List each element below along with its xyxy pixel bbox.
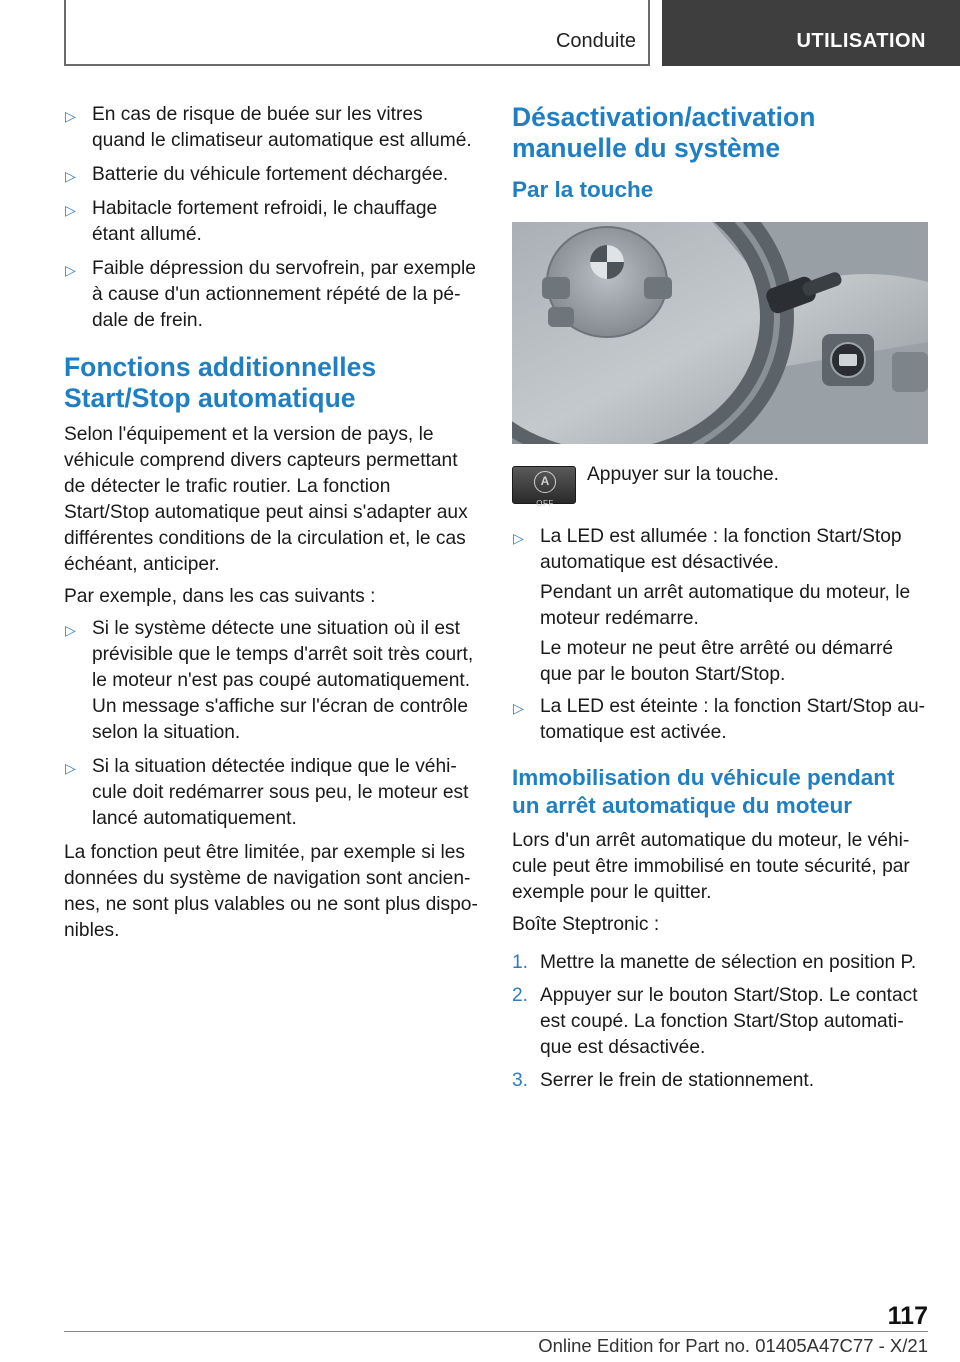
footer-edition: Online Edition for Part no. 01405A47C77 - X/21 bbox=[538, 1335, 928, 1356]
list-item: 2. Appuyer sur le bouton Start/Stop. Le contact est coupé. La fonction Start/Stop automatique est désactivée. bbox=[512, 985, 918, 1058]
section-heading-immobilisation: Immobilisation du véhicule pendant un arrêt automatique du moteur bbox=[512, 765, 895, 818]
paragraph-steptronic: Boîte Steptronic : bbox=[512, 914, 660, 935]
footer-divider bbox=[64, 1331, 928, 1332]
paragraph-intro: Selon l'équipement et la version de pays, le véhicule comprend divers capteurs permettant de détecter le trafic routier. La fonction Start/Stop automatique peut ainsi s'adapter aux différentes conditions de la circulation et, le cas échéant, anticiper. bbox=[64, 424, 468, 575]
list-item: ▷ Faible dépression du servofrein, par exemple à cause d'un actionnement répété de la pédale de frein. bbox=[65, 258, 476, 331]
list-item: ▷ Habitacle fortement refroidi, le chauffage étant allumé. bbox=[65, 198, 438, 245]
list-item: 3. Serrer le frein de stationnement. bbox=[512, 1070, 815, 1091]
led-status-list bbox=[512, 524, 928, 746]
header-chapter-label: UTILISATION bbox=[796, 30, 926, 52]
right-column bbox=[512, 102, 928, 1101]
triangle-bullet-icon: ▷ bbox=[65, 168, 76, 184]
list-item: ▷ Si le système détecte une situation où il est prévisible que le temps d'arrêt soit très court, le moteur n'est pas coupé automatiquement. Un message s'affiche sur l'écran de contrôle selon la situation. bbox=[65, 618, 474, 743]
triangle-bullet-icon: ▷ bbox=[513, 700, 524, 716]
triangle-bullet-icon: ▷ bbox=[65, 262, 76, 278]
triangle-bullet-icon: ▷ bbox=[65, 622, 76, 638]
triangle-bullet-icon: ▷ bbox=[65, 108, 76, 124]
left-column bbox=[64, 102, 479, 950]
page-number: 117 bbox=[887, 1302, 928, 1330]
list-item: ▷ En cas de risque de buée sur les vitres quand le climatiseur automatique est allumé. bbox=[65, 104, 472, 151]
cases-list bbox=[64, 616, 479, 832]
header-chapter-tab bbox=[662, 0, 960, 66]
triangle-bullet-icon: ▷ bbox=[65, 760, 76, 776]
paragraph-example: Par exemple, dans les cas suivants : bbox=[64, 586, 376, 607]
steps-list bbox=[512, 950, 928, 1094]
subheading-by-button: Par la touche bbox=[512, 177, 654, 202]
section-heading-manual-toggle: Désactivation/activation manuelle du système bbox=[512, 102, 816, 163]
list-item: ▷ Si la situation détectée indique que le véhicule doit redémarrer sous peu, le moteur est lancé automatiquement. bbox=[65, 756, 469, 829]
led-on-detail-2: Le moteur ne peut être arrêté ou démarré que par le bouton Start/Stop. bbox=[540, 638, 894, 685]
triangle-bullet-icon: ▷ bbox=[65, 202, 76, 218]
press-button-text: Appuyer sur la touche. bbox=[587, 464, 779, 485]
list-item: ▷ La LED est allumée : la fonction Start/Stop automatique est désactivée. Pendant un arrêt automatique du moteur, le moteur redémarre. Le moteur ne peut être arrêté ou démarré que par le bouton Start/Stop. bbox=[512, 524, 928, 688]
conditions-list bbox=[64, 102, 479, 334]
steering-wheel-photo bbox=[512, 222, 928, 444]
section-heading-additional-functions: Fonctions additionnelles Start/Stop automatique bbox=[64, 352, 377, 413]
auto-start-stop-off-button-icon: A OFF bbox=[512, 466, 576, 504]
paragraph-closing: La fonction peut être limitée, par exemple si les données du système de navigation sont anciennes, ne sont plus valables ou ne sont plus disponibles. bbox=[64, 842, 478, 941]
list-item: ▷ Batterie du véhicule fortement déchargée. bbox=[64, 162, 479, 188]
header-section-box bbox=[64, 0, 650, 66]
start-stop-off-row bbox=[512, 462, 928, 510]
header-section-title: Conduite bbox=[555, 30, 636, 52]
steering-wheel-illustration bbox=[512, 222, 928, 444]
paragraph-immobilisation: Lors d'un arrêt automatique du moteur, le véhicule peut être immobilisé en toute sécurité, par exemple pour le quitter. bbox=[512, 830, 910, 903]
list-item: 1. Mettre la manette de sélection en position P. bbox=[512, 952, 917, 973]
triangle-bullet-icon: ▷ bbox=[513, 530, 524, 546]
led-on-detail-1: Pendant un arrêt automatique du moteur, le moteur redémarre. bbox=[540, 582, 911, 629]
list-item: ▷ La LED est éteinte : la fonction Start/Stop automatique est activée. bbox=[513, 696, 926, 743]
